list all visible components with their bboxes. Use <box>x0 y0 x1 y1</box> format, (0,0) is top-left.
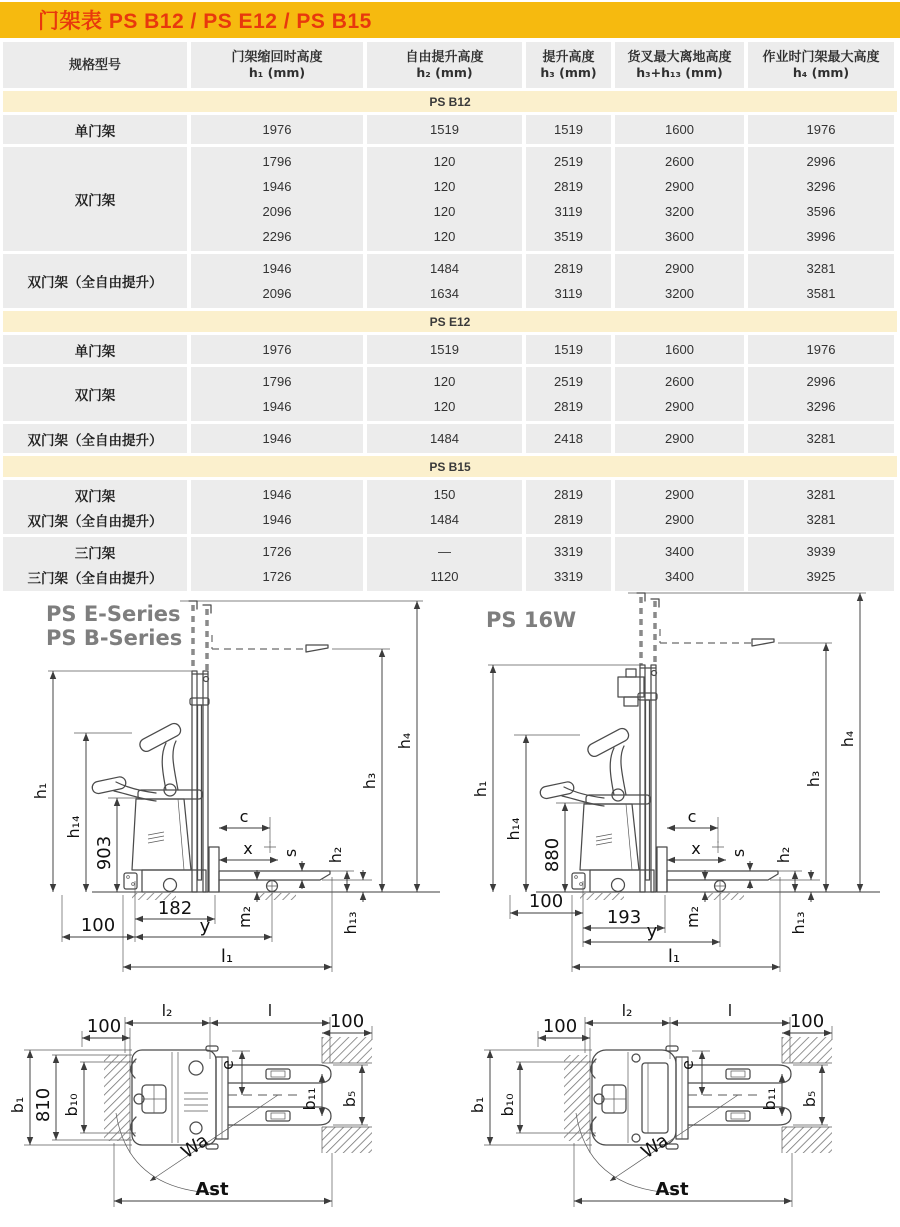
spec-value: 1634 <box>430 286 459 301</box>
column-header-sub: h₃ (mm) <box>540 65 597 81</box>
mast-spec-table <box>3 42 897 594</box>
spec-label: 双门架 <box>74 388 116 403</box>
dim-label-b11: b₁₁ <box>760 1087 779 1111</box>
spec-value: 3119 <box>554 204 583 219</box>
spec-label-cell <box>3 115 187 144</box>
top-view-left-diagram <box>0 995 460 1225</box>
spec-group-row <box>3 480 897 534</box>
spec-value-cell <box>526 335 611 364</box>
spec-value: 3600 <box>665 229 694 244</box>
column-header-sub: h₂ (mm) <box>416 65 473 81</box>
spec-value-cell <box>748 537 894 591</box>
dim-label-h3: h₃ <box>804 770 823 788</box>
spec-value: 2819 <box>554 399 583 414</box>
column-header-h4 <box>748 42 894 88</box>
dim-label-100: 100 <box>80 915 116 936</box>
spec-value-cell <box>748 254 894 308</box>
spec-value: 2996 <box>806 374 836 389</box>
top-view-right-diagram <box>460 995 900 1225</box>
spec-value-cell <box>367 367 522 421</box>
spec-value-cell <box>615 147 744 251</box>
spec-value: 1946 <box>262 431 292 446</box>
spec-value-cell <box>191 335 363 364</box>
side-view-ps-16w-diagram <box>460 585 900 1005</box>
dim-label-b10: b₁₀ <box>62 1093 81 1117</box>
spec-value-cell <box>748 147 894 251</box>
spec-value: 120 <box>433 154 456 169</box>
dim-label-l1: l₁ <box>220 946 234 967</box>
column-header-sub: h₃+h₁₃ (mm) <box>636 65 723 81</box>
spec-group-row <box>3 115 897 144</box>
spec-value-cell <box>526 480 611 534</box>
dim-label-h14: h₁₄ <box>64 815 83 839</box>
spec-value: 3281 <box>806 487 836 502</box>
spec-label: 单门架 <box>74 123 116 139</box>
column-header-title: 作业时门架最大高度 <box>762 49 880 65</box>
spec-value-cell <box>367 254 522 308</box>
dim-label-s: s <box>281 848 300 858</box>
spec-value: 3319 <box>554 569 583 584</box>
spec-value: 2096 <box>262 286 292 301</box>
column-header-h3 <box>526 42 611 88</box>
spec-value-cell <box>615 367 744 421</box>
dim-label-ast: Ast <box>655 1179 689 1200</box>
dim-label-b1: b₁ <box>8 1096 27 1114</box>
dim-label-l: l <box>727 1001 733 1020</box>
column-header-sub: h₁ (mm) <box>248 65 306 81</box>
spec-value: 1946 <box>262 512 292 527</box>
spec-value: 2819 <box>554 512 583 527</box>
spec-value-cell <box>367 480 522 534</box>
spec-value: 1946 <box>262 179 292 194</box>
spec-label-cell <box>3 480 187 534</box>
spec-value: 3296 <box>806 179 836 194</box>
spec-value-cell <box>526 367 611 421</box>
spec-label: 双门架（全自由提升） <box>27 513 163 529</box>
spec-value: 1946 <box>262 261 292 276</box>
spec-value: — <box>438 544 451 559</box>
spec-value: 3596 <box>806 204 836 219</box>
dim-label-b10: b₁₀ <box>498 1093 517 1117</box>
spec-value: 3939 <box>806 544 836 559</box>
spec-value: 1484 <box>430 431 459 446</box>
page-title: 门架表 PS B12 / PS E12 / PS B15 <box>38 10 372 33</box>
spec-value-cell <box>191 254 363 308</box>
dim-label-h13: h₁₃ <box>789 911 808 935</box>
spec-label-cell <box>3 424 187 453</box>
spec-value: 1796 <box>262 374 292 389</box>
spec-value: 1976 <box>806 342 836 357</box>
dim-label-100-left: 100 <box>86 1016 122 1037</box>
spec-value-cell <box>526 254 611 308</box>
spec-label: 三门架 <box>74 545 116 561</box>
spec-value: 1484 <box>430 512 459 527</box>
dim-label-x: x <box>243 839 253 858</box>
spec-group-row <box>3 254 897 308</box>
spec-value: 2418 <box>554 431 583 446</box>
dim-label-l2: l₂ <box>161 1001 173 1020</box>
spec-value-cell <box>748 367 894 421</box>
dim-label-e: e <box>678 1060 697 1070</box>
spec-label-cell <box>3 254 187 308</box>
spec-group-row <box>3 147 897 251</box>
spec-value: 3296 <box>806 399 836 414</box>
spec-value: 3200 <box>665 204 694 219</box>
spec-value-cell <box>748 335 894 364</box>
diagram-title-line1: PS E-Series <box>46 602 181 626</box>
title-banner <box>0 2 900 38</box>
spec-value: 1120 <box>430 569 459 584</box>
spec-value: 120 <box>433 374 456 389</box>
spec-value-cell <box>526 424 611 453</box>
dim-label-100-right: 100 <box>329 1011 365 1032</box>
spec-value: 3281 <box>806 512 836 527</box>
spec-value: 1726 <box>262 544 292 559</box>
column-header-sub: h₄ (mm) <box>792 65 850 81</box>
column-header-h2 <box>367 42 522 88</box>
dim-label-182: 182 <box>157 898 193 919</box>
spec-label: 单门架 <box>74 343 116 359</box>
spec-value: 3996 <box>806 229 836 244</box>
dim-label-c: c <box>687 807 697 826</box>
spec-label: 双门架 <box>74 488 116 504</box>
spec-value-cell <box>191 424 363 453</box>
spec-value-cell <box>367 147 522 251</box>
spec-value-cell <box>615 254 744 308</box>
dim-label-b11: b₁₁ <box>300 1087 319 1111</box>
spec-group-row <box>3 367 897 421</box>
spec-value: 3281 <box>806 431 836 446</box>
spec-value: 1519 <box>430 122 459 137</box>
spec-value: 150 <box>433 487 456 502</box>
spec-value-cell <box>191 115 363 144</box>
dim-label-y: y <box>646 921 658 942</box>
dim-label-h1: h₁ <box>31 782 50 800</box>
column-header-h3h13 <box>615 42 744 88</box>
spec-value-cell <box>367 424 522 453</box>
spec-value: 2296 <box>262 229 292 244</box>
spec-value: 3119 <box>554 286 583 301</box>
spec-value: 1796 <box>262 154 292 169</box>
section-band: PS E12 <box>3 311 897 332</box>
spec-value-cell <box>191 147 363 251</box>
column-header-title: 货叉最大离地高度 <box>627 49 732 65</box>
spec-value-cell <box>191 480 363 534</box>
spec-value-cell <box>526 115 611 144</box>
dim-label-b5: b₅ <box>800 1090 819 1108</box>
spec-value: 1976 <box>806 122 836 137</box>
spec-value: 1519 <box>430 342 459 357</box>
dim-label-880: 880 <box>542 837 563 873</box>
spec-value: 2900 <box>665 487 694 502</box>
spec-table-body <box>3 91 897 591</box>
column-header-title: 门架缩回时高度 <box>231 49 323 65</box>
dim-label-b5: b₅ <box>340 1090 359 1108</box>
diagram-title-line1: PS 16W <box>486 608 577 632</box>
spec-value: 2900 <box>665 261 694 276</box>
column-header-title: 提升高度 <box>542 49 595 65</box>
dim-label-c: c <box>239 807 249 826</box>
spec-value: 2900 <box>665 512 694 527</box>
spec-value: 2600 <box>665 154 694 169</box>
spec-value-cell <box>615 537 744 591</box>
spec-value-cell <box>367 115 522 144</box>
spec-value-cell <box>367 537 522 591</box>
diagram-title-line2: PS B-Series <box>46 626 183 650</box>
dim-label-l2: l₂ <box>621 1001 633 1020</box>
spec-value: 120 <box>433 204 456 219</box>
spec-value: 1519 <box>554 342 583 357</box>
spec-value-cell <box>615 480 744 534</box>
spec-value: 2900 <box>665 399 694 414</box>
spec-value: 3925 <box>806 569 836 584</box>
dim-label-h14: h₁₄ <box>504 817 523 841</box>
spec-label: 双门架 <box>74 193 116 208</box>
spec-value: 1976 <box>262 122 292 137</box>
column-header-title: 规格型号 <box>68 56 121 72</box>
dim-label-ast: Ast <box>195 1179 229 1200</box>
spec-value: 120 <box>433 179 456 194</box>
spec-value-cell <box>191 537 363 591</box>
spec-value-cell <box>748 424 894 453</box>
spec-label-cell <box>3 147 187 251</box>
spec-label: 双门架（全自由提升） <box>27 275 163 290</box>
spec-value-cell <box>615 335 744 364</box>
dim-label-h2: h₂ <box>774 846 793 864</box>
spec-value-cell <box>615 424 744 453</box>
dim-label-b1: b₁ <box>468 1096 487 1114</box>
spec-value: 1946 <box>262 487 292 502</box>
spec-value: 2519 <box>554 374 583 389</box>
dim-label-y: y <box>199 916 211 937</box>
dim-label-s: s <box>729 848 748 858</box>
spec-value: 3281 <box>806 261 836 276</box>
column-header-title: 自由提升高度 <box>405 49 484 65</box>
spec-value: 3319 <box>554 544 583 559</box>
spec-value: 1946 <box>262 399 292 414</box>
spec-value-cell <box>526 537 611 591</box>
spec-value: 1600 <box>665 122 694 137</box>
spec-group-row <box>3 335 897 364</box>
spec-value-cell <box>191 367 363 421</box>
spec-value: 2819 <box>554 487 583 502</box>
spec-value: 1726 <box>262 569 292 584</box>
spec-value-cell <box>615 115 744 144</box>
column-header-h1 <box>191 42 363 88</box>
dim-label-wa: Wa <box>637 1129 673 1163</box>
spec-value-cell <box>367 335 522 364</box>
spec-group-row <box>3 537 897 591</box>
side-view-ps-e-b-series-diagram <box>20 585 460 1005</box>
spec-value: 120 <box>433 399 456 414</box>
dim-label-h2: h₂ <box>326 846 345 864</box>
dim-label-l1: l₁ <box>667 946 681 967</box>
spec-label-cell <box>3 537 187 591</box>
dim-label-903: 903 <box>94 835 115 871</box>
dim-label-h4: h₄ <box>838 730 857 748</box>
spec-value: 2096 <box>262 204 292 219</box>
spec-value: 2900 <box>665 431 694 446</box>
spec-value: 2819 <box>554 179 583 194</box>
dim-label-wa: Wa <box>177 1129 213 1163</box>
dim-label-100-right: 100 <box>789 1011 825 1032</box>
spec-label-cell <box>3 367 187 421</box>
spec-value: 2600 <box>665 374 694 389</box>
spec-value: 2996 <box>806 154 836 169</box>
spec-value: 2819 <box>554 261 583 276</box>
spec-value-cell <box>748 480 894 534</box>
spec-value-cell <box>748 115 894 144</box>
table-header-row <box>3 42 897 88</box>
spec-value: 3200 <box>665 286 694 301</box>
spec-value-cell <box>526 147 611 251</box>
dim-label-x: x <box>691 839 701 858</box>
section-band: PS B15 <box>3 456 897 477</box>
spec-value: 3581 <box>806 286 836 301</box>
dim-label-h3: h₃ <box>360 772 379 790</box>
spec-label: 双门架（全自由提升） <box>27 432 163 448</box>
dim-label-h13: h₁₃ <box>341 911 360 935</box>
spec-value: 1600 <box>665 342 694 357</box>
dim-label-193: 193 <box>606 907 642 928</box>
spec-value: 2900 <box>665 179 694 194</box>
spec-label: 三门架（全自由提升） <box>27 570 163 586</box>
spec-value: 1519 <box>554 122 583 137</box>
dim-label-100-left: 100 <box>542 1016 578 1037</box>
dim-label-m2: m₂ <box>683 906 702 928</box>
dim-label-h4: h₄ <box>395 732 414 750</box>
column-header-model <box>3 42 187 88</box>
spec-value: 3519 <box>554 229 583 244</box>
spec-value: 120 <box>433 229 456 244</box>
dim-label-l: l <box>267 1001 273 1020</box>
section-band: PS B12 <box>3 91 897 112</box>
spec-value: 1976 <box>262 342 292 357</box>
dim-label-m2: m₂ <box>235 906 254 928</box>
dim-label-100: 100 <box>528 891 564 912</box>
dim-label-810: 810 <box>33 1087 54 1123</box>
spec-value: 2519 <box>554 154 583 169</box>
spec-value: 3400 <box>665 544 694 559</box>
spec-group-row <box>3 424 897 453</box>
dim-label-e: e <box>218 1060 237 1070</box>
spec-value: 3400 <box>665 569 694 584</box>
dim-label-h1: h₁ <box>471 780 490 798</box>
spec-label-cell <box>3 335 187 364</box>
spec-value: 1484 <box>430 261 459 276</box>
